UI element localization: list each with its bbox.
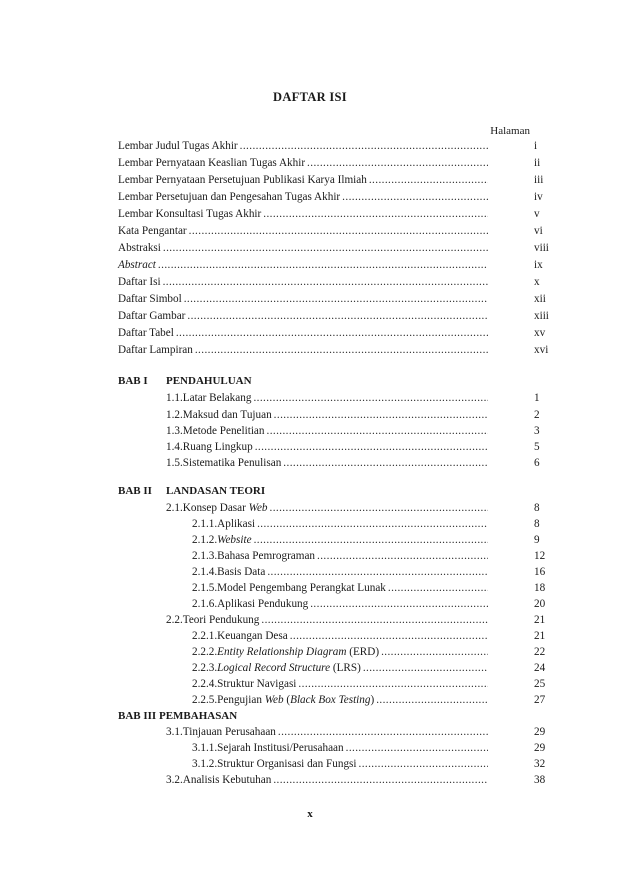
toc-entry[interactable]: 1.3. Metode Penelitian ..... 3	[166, 424, 532, 438]
toc-entry[interactable]: Abstraksi ..... viii	[118, 241, 532, 255]
toc-entry[interactable]: 1.2. Maksud dan Tujuan ..... 2	[166, 408, 532, 422]
toc-entry[interactable]: 2.1.3. Bahasa Pemrograman ..... 12	[192, 549, 532, 563]
toc-entry[interactable]: Lembar Konsultasi Tugas Akhir ..... v	[118, 207, 532, 221]
toc-entry[interactable]: 2.2. Teori Pendukung ..... 21	[166, 613, 532, 627]
toc-entry[interactable]: 2.2.1. Keuangan Desa ..... 21	[192, 629, 532, 643]
toc-entry[interactable]: 3.1. Tinjauan Perusahaan ..... 29	[166, 725, 532, 739]
toc-entry[interactable]: 2.2.3. Logical Record Structure (LRS) ..... 24	[192, 661, 532, 675]
toc-entry[interactable]: 2.2.4. Struktur Navigasi ..... 25	[192, 677, 532, 691]
chapter-heading[interactable]: BAB III PEMBAHASAN	[118, 710, 238, 722]
page-title: DAFTAR ISI	[273, 90, 347, 104]
toc-entry[interactable]: Lembar Persetujuan dan Pengesahan Tugas Akhir ..... iv	[118, 190, 532, 204]
toc-entry[interactable]: 2.2.2. Entity Relationship Diagram (ERD) ..... 22	[192, 645, 532, 659]
toc-entry[interactable]: 2.1.6. Aplikasi Pendukung ..... 20	[192, 597, 532, 611]
page-number: x	[307, 808, 313, 820]
toc-entry[interactable]: Kata Pengantar ..... vi	[118, 224, 532, 238]
chapter-heading[interactable]: BAB II LANDASAN TEORI	[118, 485, 266, 497]
toc-entry[interactable]: 2.2.5. Pengujian Web (Black Box Testing) ..... 27	[192, 693, 532, 707]
toc-entry[interactable]: Daftar Lampiran ..... xvi	[118, 343, 532, 357]
toc-entry[interactable]: 3.1.2. Struktur Organisasi dan Fungsi ..... 32	[192, 757, 532, 771]
toc-entry[interactable]: Lembar Pernyataan Keaslian Tugas Akhir ..... ii	[118, 156, 532, 170]
toc-entry[interactable]: Daftar Gambar ..... xiii	[118, 309, 532, 323]
toc-entry[interactable]: Daftar Isi ..... x	[118, 275, 532, 289]
toc-entry[interactable]: Abstract ..... ix	[118, 258, 532, 272]
toc-entry[interactable]: Lembar Pernyataan Persetujuan Publikasi Karya Ilmiah ..... iii	[118, 173, 532, 187]
chapter-heading[interactable]: BAB I PENDAHULUAN	[118, 375, 252, 387]
halaman-header: Halaman	[490, 125, 530, 137]
toc-entry[interactable]: Lembar Judul Tugas Akhir ..... i	[118, 139, 532, 153]
toc-entry[interactable]: 3.2. Analisis Kebutuhan ..... 38	[166, 773, 532, 787]
toc-entry[interactable]: Daftar Simbol ..... xii	[118, 292, 532, 306]
toc-entry[interactable]: 1.1. Latar Belakang ..... 1	[166, 391, 532, 405]
toc-entry[interactable]: 1.4. Ruang Lingkup ..... 5	[166, 440, 532, 454]
toc-entry[interactable]: 2.1.4. Basis Data ..... 16	[192, 565, 532, 579]
toc-entry[interactable]: Daftar Tabel ..... xv	[118, 326, 532, 340]
toc-entry[interactable]: 3.1.1. Sejarah Institusi/Perusahaan ..... 29	[192, 741, 532, 755]
toc-entry[interactable]: 2.1.2. Website ..... 9	[192, 533, 532, 547]
toc-entry[interactable]: 2.1.1. Aplikasi ..... 8	[192, 517, 532, 531]
toc-entry[interactable]: 2.1. Konsep Dasar Web ..... 8	[166, 501, 532, 515]
toc-entry[interactable]: 1.5. Sistematika Penulisan ..... 6	[166, 456, 532, 470]
toc-entry[interactable]: 2.1.5. Model Pengembang Perangkat Lunak ..... 18	[192, 581, 532, 595]
